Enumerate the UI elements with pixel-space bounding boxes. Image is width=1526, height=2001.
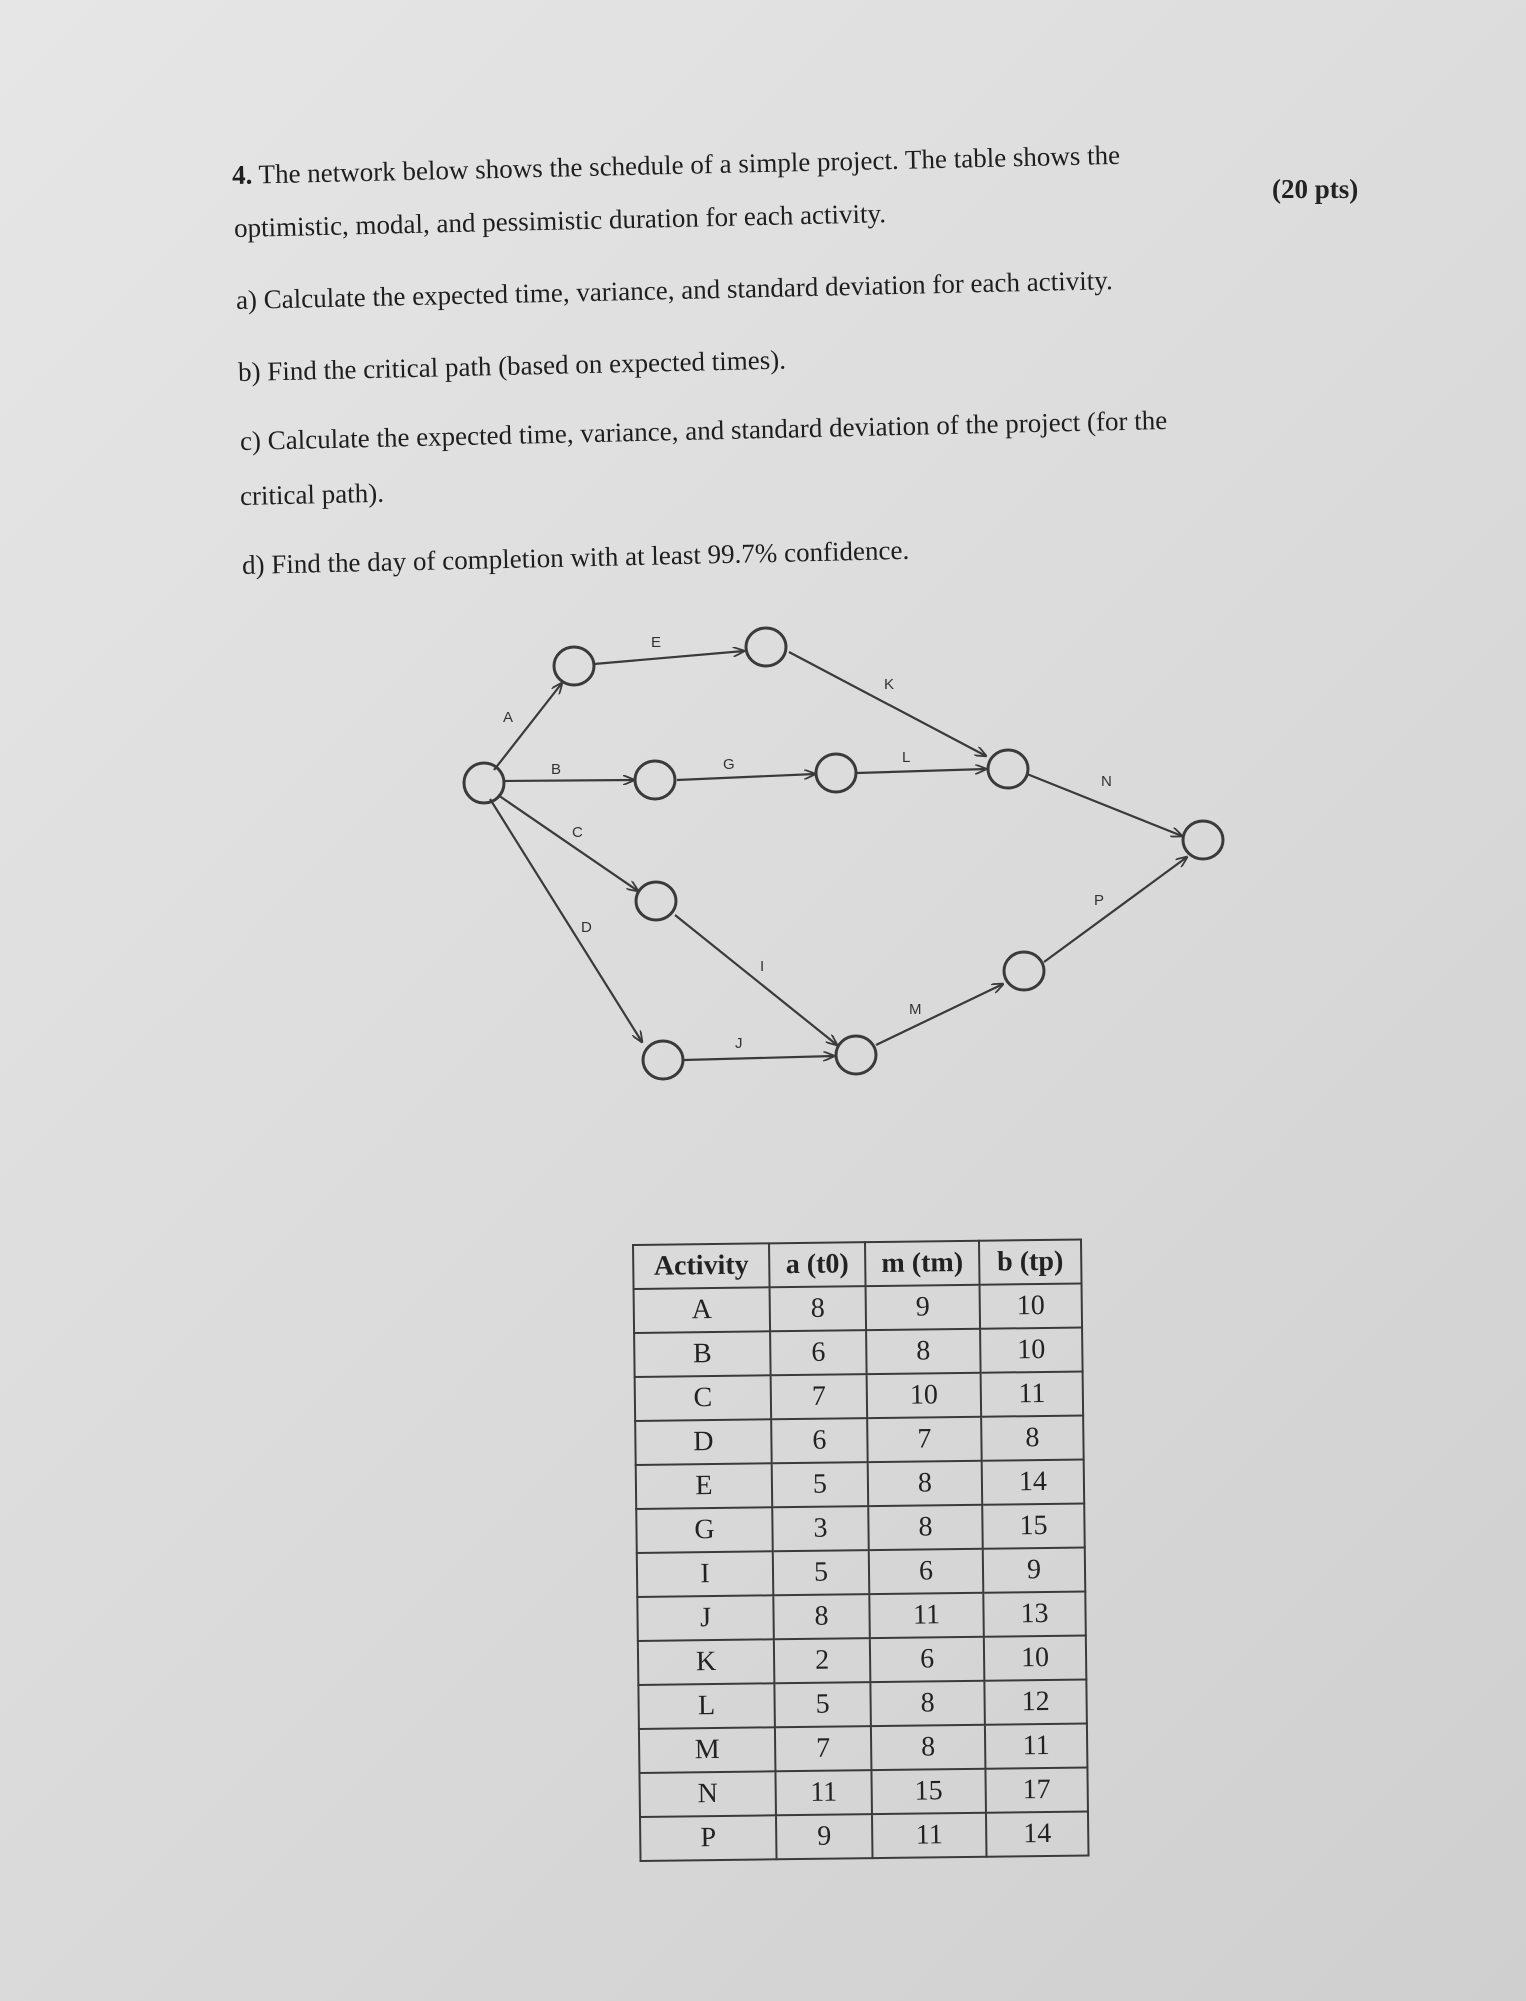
cell-a: 6 xyxy=(771,1418,868,1463)
cell-activity: A xyxy=(634,1287,771,1333)
table-row xyxy=(637,1547,1086,1596)
node-after-b xyxy=(635,761,675,799)
table-row xyxy=(635,1372,1084,1421)
edge-label-c: C xyxy=(572,824,583,841)
node-start xyxy=(464,763,504,803)
cell-activity: L xyxy=(638,1683,775,1729)
edge-label-p: P xyxy=(1094,892,1105,909)
part-c-line-2: critical path). xyxy=(239,477,385,511)
question-number: 4. xyxy=(231,159,253,190)
cell-activity: M xyxy=(639,1727,776,1773)
node-after-m xyxy=(1004,952,1044,990)
cell-a: 6 xyxy=(770,1330,867,1375)
table-row xyxy=(639,1767,1088,1816)
table-row xyxy=(638,1679,1087,1728)
cell-activity: C xyxy=(635,1375,772,1421)
cell-a: 9 xyxy=(776,1814,873,1859)
table-row xyxy=(636,1503,1085,1552)
cell-activity: E xyxy=(636,1463,773,1509)
cell-a: 5 xyxy=(772,1462,869,1507)
edge-i xyxy=(675,915,837,1045)
part-a: a) Calculate the expected time, variance, and standard deviation for each activity. xyxy=(235,265,1113,315)
table-row xyxy=(634,1284,1083,1333)
node-after-a xyxy=(554,647,594,685)
cell-m: 6 xyxy=(870,1637,985,1682)
cell-b: 8 xyxy=(981,1416,1084,1461)
edge-m xyxy=(876,984,1003,1045)
node-after-g xyxy=(816,754,856,792)
points-label: (20 pts) xyxy=(1272,174,1359,204)
cell-m: 8 xyxy=(871,1725,986,1770)
edge-label-d: D xyxy=(581,919,592,936)
table-row xyxy=(637,1591,1086,1640)
part-b: b) Find the critical path (based on expected times). xyxy=(237,344,787,387)
edge-j xyxy=(684,1056,834,1060)
header-pessimistic: b (tp) xyxy=(979,1240,1082,1285)
edge-e xyxy=(594,651,744,664)
cell-a: 8 xyxy=(770,1286,867,1331)
cell-activity: K xyxy=(638,1639,775,1685)
edge-b xyxy=(503,780,634,781)
cell-m: 7 xyxy=(867,1417,982,1462)
cell-m: 6 xyxy=(869,1549,984,1594)
cell-b: 9 xyxy=(983,1547,1086,1592)
cell-b: 11 xyxy=(981,1372,1084,1417)
cell-b: 14 xyxy=(982,1459,1085,1504)
cell-m: 15 xyxy=(871,1769,986,1814)
table-row xyxy=(638,1635,1087,1684)
edge-label-a: A xyxy=(503,709,514,726)
edge-d xyxy=(490,799,642,1042)
cell-m: 10 xyxy=(867,1373,982,1418)
duration-table-container xyxy=(632,1239,1090,1862)
cell-m: 9 xyxy=(866,1285,981,1330)
edge-label-j: J xyxy=(735,1035,743,1052)
node-after-d xyxy=(643,1041,683,1079)
cell-b: 10 xyxy=(984,1635,1087,1680)
cell-activity: I xyxy=(637,1551,774,1597)
cell-m: 8 xyxy=(870,1681,985,1726)
table-row xyxy=(635,1416,1084,1465)
question-line-2: optimistic, modal, and pessimistic duration for each activity. xyxy=(233,198,887,243)
table-row xyxy=(634,1328,1083,1377)
cell-a: 3 xyxy=(772,1506,869,1551)
question-intro: The network below shows the schedule of a simple project. The table shows the xyxy=(258,139,1121,190)
cell-a: 5 xyxy=(774,1682,871,1727)
cell-a: 7 xyxy=(775,1726,872,1771)
cell-a: 11 xyxy=(775,1770,872,1815)
table-header-row xyxy=(633,1240,1082,1289)
cell-a: 2 xyxy=(774,1638,871,1683)
table-row xyxy=(636,1459,1085,1508)
part-c-line-1: c) Calculate the expected time, variance, and standard deviation of the project (for the xyxy=(239,404,1168,456)
edge-label-i: I xyxy=(760,958,765,975)
cell-activity: D xyxy=(635,1419,772,1465)
cell-a: 8 xyxy=(773,1594,870,1639)
cell-b: 14 xyxy=(986,1811,1089,1856)
edge-label-g: G xyxy=(723,756,735,773)
cell-a: 7 xyxy=(771,1374,868,1419)
edge-p xyxy=(1044,857,1187,962)
cell-m: 8 xyxy=(868,1505,983,1550)
cell-b: 11 xyxy=(985,1723,1088,1768)
cell-b: 10 xyxy=(980,1328,1083,1373)
edge-g xyxy=(677,774,815,780)
cell-activity: J xyxy=(637,1595,774,1641)
cell-a: 5 xyxy=(773,1550,870,1595)
part-d: d) Find the day of completion with at least 99.7% confidence. xyxy=(241,534,910,580)
table-row xyxy=(639,1723,1088,1772)
cell-m: 11 xyxy=(872,1813,987,1858)
edge-label-k: K xyxy=(884,676,895,693)
edge-label-l: L xyxy=(902,749,911,766)
cell-m: 11 xyxy=(869,1593,984,1638)
edge-label-m: M xyxy=(909,1001,922,1018)
cell-b: 10 xyxy=(980,1284,1083,1329)
edge-label-n: N xyxy=(1101,773,1112,790)
cell-m: 8 xyxy=(868,1461,983,1506)
node-after-c xyxy=(636,882,676,920)
edge-l xyxy=(857,769,986,773)
table-row xyxy=(640,1811,1089,1860)
cell-activity: P xyxy=(640,1815,777,1861)
duration-table xyxy=(632,1239,1090,1862)
edge-a xyxy=(494,683,562,770)
node-after-ij xyxy=(836,1036,876,1074)
cell-activity: B xyxy=(634,1331,771,1377)
edge-k xyxy=(789,652,986,756)
cell-b: 12 xyxy=(984,1679,1087,1724)
cell-m: 8 xyxy=(866,1329,981,1374)
cell-activity: G xyxy=(636,1507,773,1553)
edge-label-e: E xyxy=(651,634,662,651)
cell-b: 15 xyxy=(982,1503,1085,1548)
node-after-kl xyxy=(988,750,1028,788)
edge-label-b: B xyxy=(551,761,562,778)
node-after-e xyxy=(746,628,786,666)
node-end xyxy=(1183,821,1223,859)
cell-b: 17 xyxy=(985,1767,1088,1812)
cell-b: 13 xyxy=(983,1591,1086,1636)
edge-c xyxy=(498,795,638,891)
header-activity: Activity xyxy=(633,1243,770,1289)
header-optimistic: a (t0) xyxy=(769,1242,866,1287)
cell-activity: N xyxy=(639,1771,776,1817)
header-modal: m (tm) xyxy=(865,1241,980,1286)
